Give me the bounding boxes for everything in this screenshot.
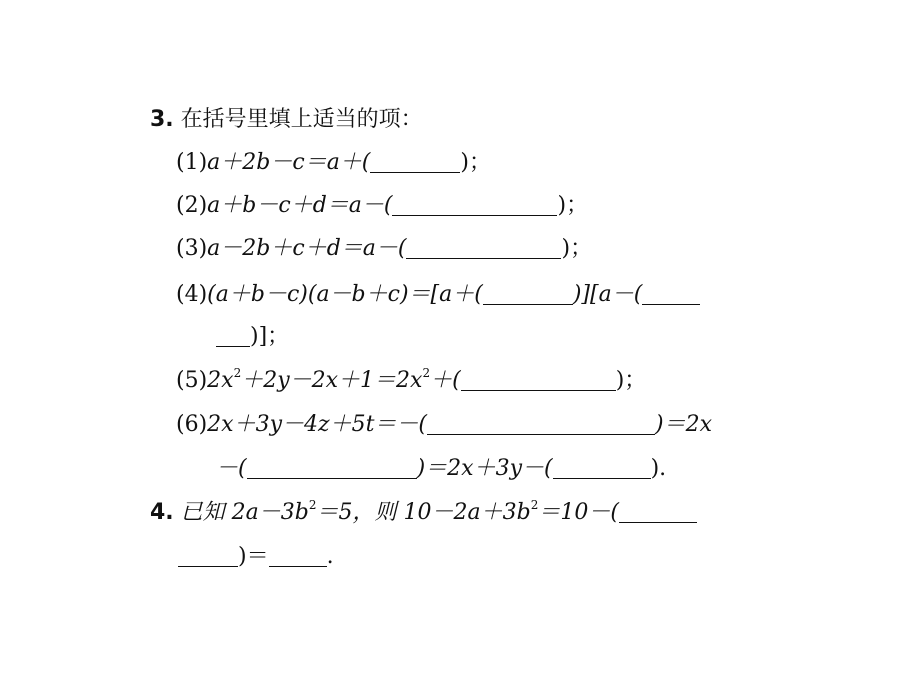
answer-blank[interactable]: [247, 456, 417, 479]
item-close: )；: [557, 193, 589, 218]
item-close: )；: [615, 368, 647, 393]
item-label: (5): [176, 368, 208, 393]
item-expression: 2x＋3y－4z＋5t＝－(: [207, 412, 428, 437]
q3-item-6-continued: [216, 454, 666, 484]
q4-number: 4.: [150, 500, 174, 525]
item-close: )；: [561, 236, 593, 261]
item-close: )]；: [250, 324, 290, 349]
q3-item-6: [176, 410, 712, 440]
answer-blank[interactable]: [427, 412, 655, 435]
answer-blank[interactable]: [553, 456, 651, 479]
item-expression: 2x: [207, 368, 234, 393]
item-expression: ＋2y－2x＋1＝2x: [241, 368, 423, 393]
answer-blank[interactable]: [406, 236, 561, 259]
item-mid: )＝2x＋3y－(: [416, 456, 553, 481]
item-close: ).: [650, 456, 667, 481]
q3-instruction: 在括号里填上适当的项：: [180, 107, 423, 132]
q3-item-5: [176, 366, 646, 396]
q4-line-2: [178, 542, 334, 572]
q3-item-4-continued: [216, 322, 289, 352]
item-expression: a＋2b－c＝a＋(: [207, 150, 371, 175]
exponent: 2: [422, 366, 431, 380]
item-expression: (a＋b－c)(a－b＋c)＝[a＋(: [207, 282, 483, 307]
item-expression: ＋(: [430, 368, 461, 393]
item-label: (3): [176, 236, 208, 261]
exponent: 2: [308, 498, 317, 512]
item-expression: a＋b－c＋d＝a－(: [207, 193, 393, 218]
q3-heading: [150, 105, 423, 135]
q4-end: .: [326, 544, 334, 569]
answer-blank[interactable]: [461, 368, 616, 391]
q3-item-1: [176, 148, 491, 178]
q3-number: 3.: [150, 107, 174, 132]
answer-blank[interactable]: [642, 282, 700, 305]
answer-blank[interactable]: [619, 500, 697, 523]
q3-item-3: [176, 234, 592, 264]
q4-line-1: [150, 498, 697, 528]
item-close: )＝2x: [655, 412, 713, 437]
q3-item-2: [176, 191, 588, 221]
item-mid: )][a－(: [572, 282, 643, 307]
answer-blank[interactable]: [269, 544, 327, 567]
item-label: (4): [176, 282, 208, 307]
q3-item-4: [176, 280, 700, 310]
q4-text: ＝10－(: [538, 500, 619, 525]
answer-blank[interactable]: [483, 282, 573, 305]
item-label: (1): [176, 150, 208, 175]
item-expression: a－2b＋c＋d＝a－(: [207, 236, 407, 261]
answer-blank[interactable]: [392, 193, 557, 216]
answer-blank[interactable]: [216, 324, 250, 347]
q4-text: 已知 2a－3b: [180, 500, 309, 525]
q4-mid: )＝: [238, 544, 269, 569]
answer-blank[interactable]: [178, 544, 238, 567]
exponent: 2: [530, 498, 539, 512]
item-label: (2): [176, 193, 208, 218]
q4-text: ＝5，则 10－2a＋3b: [316, 500, 531, 525]
item-open: －(: [216, 456, 247, 481]
item-close: )；: [460, 150, 491, 175]
exponent: 2: [233, 366, 242, 380]
answer-blank[interactable]: [370, 150, 460, 173]
item-label: (6): [176, 412, 208, 437]
